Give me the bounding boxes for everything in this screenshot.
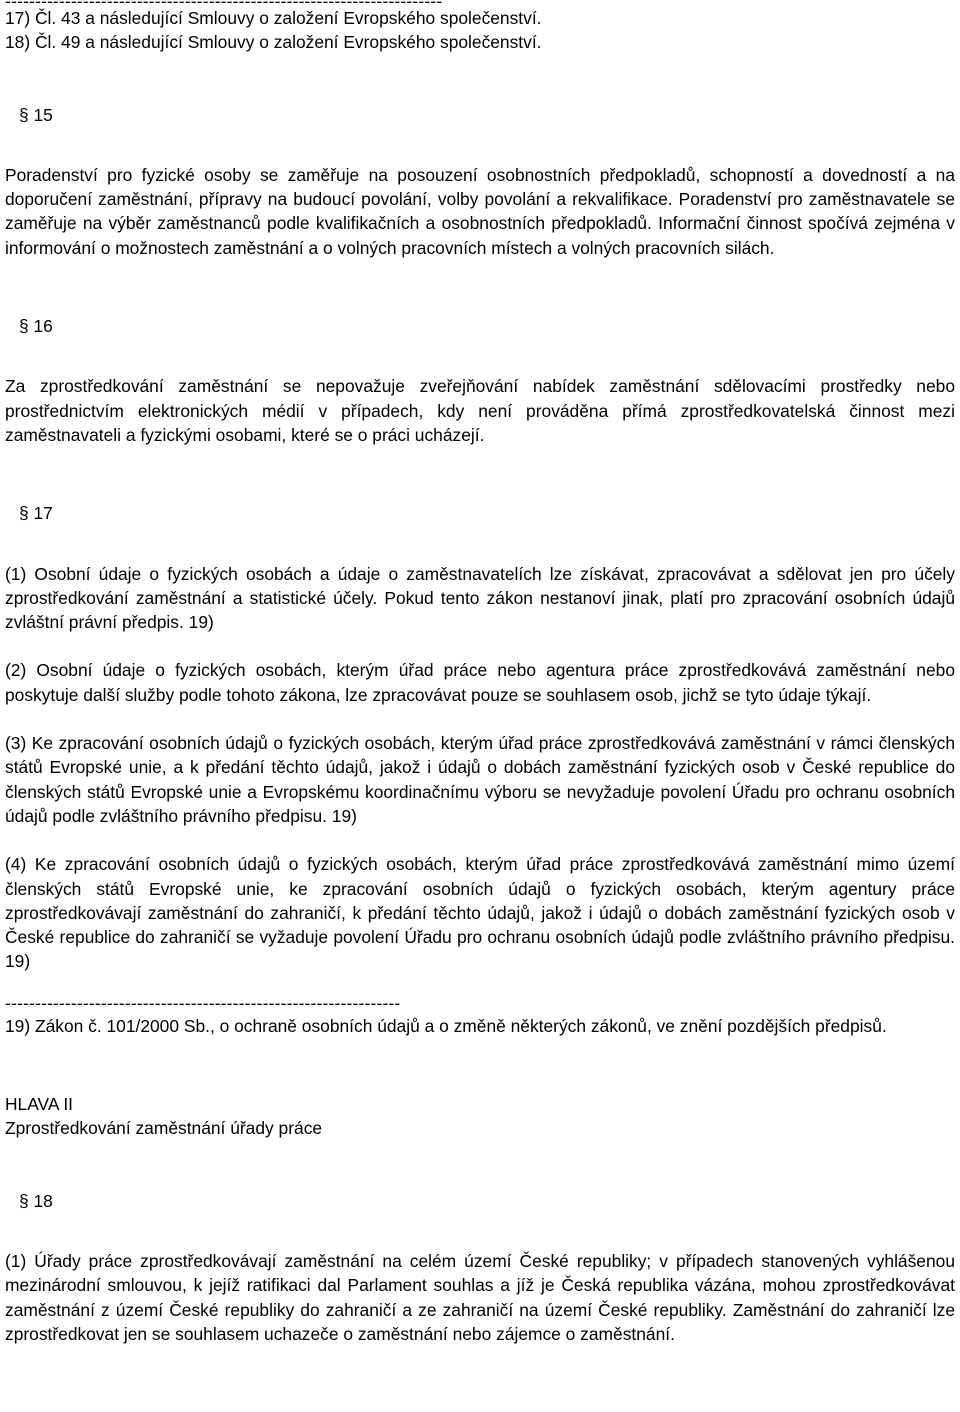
section-17-paragraph-4: (4) Ke zpracování osobních údajů o fyzických osobách, kterým úřad práce zprostředkovává zaměstnání mimo území členských států Evropské unie, ke zpracování osobních údajů o fyzických osobách, kterým agentury práce zprostředkovávají zaměstnání do zahraničí, k předání těchto údajů, jakož i údajů o dobách zaměstnání fyzických osob v České republice do zahraničí se vyžaduje povolení Úřadu pro ochranu osobních údajů podle zvláštního právního předpisu. 19) [5, 854, 955, 972]
separator-rule-middle: ------------------------------------------------------------------ [5, 997, 401, 1008]
section-18-paragraph-1: (1) Úřady práce zprostředkovávají zaměstnání na celém území České republiky; v případech stanovených vyhlášenou mezinárodní smlouvou, k jejíž ratifikaci dal Parlament souhlas a jíž je Česká republika vázána, mohou zprostředkovávat zaměstnání z území České republiky do zahraničí a ze zahraničí na území České republiky. Zaměstnání do zahraničí lze zprostředkovat jen se souhlasem uchazeče o zaměstnání nebo zájemce o zaměstnání. [5, 1250, 955, 1344]
section-16-heading: § 16 [19, 316, 53, 337]
section-17-paragraph-3: (3) Ke zpracování osobních údajů o fyzických osobách, kterým úřad práce zprostředkovává zaměstnání v rámci členských států Evropské unie, a k předání těchto údajů, jakož i údajů o dobách zaměstnání fyzických osob v České republice do členských států Evropské unie a Evropskému koordinačnímu výboru se nevyžaduje povolení Úřadu pro ochranu osobních údajů podle zvláštního právního předpisu. 19) [5, 733, 955, 826]
section-15-paragraph: Poradenství pro fyzické osoby se zaměřuje na posouzení osobnostních předpokladů, schopností a dovedností a na doporučení zaměstnání, přípravy na budoucí povolání, volby povolání a rekvalifikace. Poradenství pro zaměstnavatele se zaměřuje na výběr zaměstnanců podle kvalifikačních a osobnostních předpokladů. Informační činnost spočívá zejména v informování o možnostech zaměstnání a o volných pracovních místech a volných pracovních silách. [5, 164, 955, 258]
section-17-paragraph-1: (1) Osobní údaje o fyzických osobách a údaje o zaměstnavatelích lze získávat, zpracovávat a sdělovat jen pro účely zprostředkování zaměstnání a statistické účely. Pokud tento zákon nestanoví jinak, platí pro zpracování osobních údajů zvláštní právní předpis. 19) [5, 563, 955, 633]
section-18-heading: § 18 [19, 1190, 53, 1211]
document-page [5, 0, 955, 1346]
chapter-label: HLAVA II [5, 1094, 73, 1115]
section-17-heading: § 17 [19, 503, 53, 524]
footnote-18: 18) Čl. 49 a následující Smlouvy o založení Evropského společenství. [5, 32, 542, 53]
section-17-paragraph-2: (2) Osobní údaje o fyzických osobách, kterým úřad práce nebo agentura práce zprostředkovává zaměstnání nebo poskytuje další služby podle tohoto zákona, lze zpracovávat pouze se souhlasem osob, jichž se tyto údaje týkají. [5, 660, 955, 705]
chapter-title: Zprostředkování zaměstnání úřady práce [5, 1118, 323, 1139]
footnote-17: 17) Čl. 43 a následující Smlouvy o založení Evropského společenství. [5, 8, 542, 28]
section-16-paragraph: Za zprostředkování zaměstnání se nepovažuje zveřejňování nabídek zaměstnání sdělovacími prostředky nebo prostřednictvím elektronických médií v případech, kdy není prováděna přímá zprostředkovatelská činnost mezi zaměstnavateli a fyzickými osobami, které se o práci ucházejí. [5, 376, 955, 445]
footnote-19: 19) Zákon č. 101/2000 Sb., o ochraně osobních údajů a o změně některých zákonů, ve znění pozdějších předpisů. [5, 1015, 887, 1036]
section-15-heading: § 15 [19, 104, 53, 125]
